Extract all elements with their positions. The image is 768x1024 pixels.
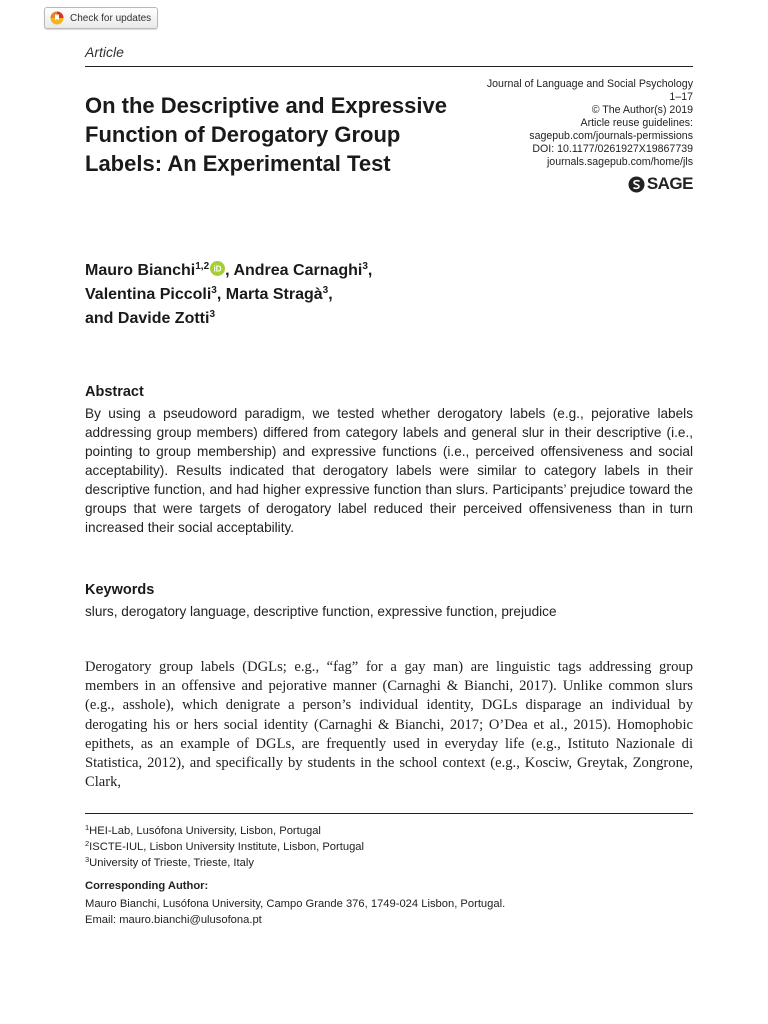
journal-home-link[interactable]: journals.sagepub.com/home/jls (546, 156, 693, 168)
reuse-guidelines-label: Article reuse guidelines: (580, 117, 693, 129)
author-affiliation-marker: 1,2 (195, 261, 210, 272)
doi-link[interactable]: DOI: 10.1177/0261927X19867739 (532, 143, 693, 155)
author-name: and Davide Zotti (85, 310, 210, 327)
corresponding-email[interactable]: Email: mauro.bianchi@ulusofona.pt (85, 914, 262, 926)
author-name: Mauro Bianchi (85, 262, 196, 279)
abstract-text: By using a pseudoword paradigm, we tested whether derogatory labels (e.g., pejorative labels addressing group members) differed from category labels and general slur in their descriptive (i.e., pointing to group membership) and expressive functions (i.e., perceived offensiveness and social acceptability). Results indicated that derogatory labels were similar to category labels in their descriptive function, and had higher expressive function than slurs. Participants’ prejudice toward the groups that were targets of derogatory label reduced their perceived offensiveness than in turn increased their social acceptability. (85, 406, 693, 535)
author-list (85, 259, 585, 331)
abstract-heading: Abstract (85, 384, 144, 400)
orcid-label: iD (213, 264, 222, 274)
check-for-updates-label: Check for updates (70, 12, 152, 24)
keywords-text: slurs, derogatory language, descriptive function, expressive function, prejudice (85, 604, 557, 619)
check-for-updates-button[interactable] (44, 7, 158, 29)
affiliation-marker: 3 (85, 855, 90, 864)
author-separator: , (225, 262, 234, 279)
affiliation-marker: 2 (85, 839, 90, 848)
article-type-label: Article (85, 44, 124, 60)
affiliation-marker: 1 (85, 823, 90, 832)
affiliation-item (85, 855, 364, 871)
journal-info (413, 78, 693, 169)
keywords-heading: Keywords (85, 582, 155, 598)
check-for-updates-icon (50, 11, 64, 25)
affiliation-item (85, 839, 364, 855)
author-name: Marta Stragà (225, 286, 323, 303)
corresponding-address: Mauro Bianchi, Lusófona University, Campo Grande 376, 1749-024 Lisbon, Portugal. (85, 898, 506, 910)
author-separator: , (367, 262, 373, 279)
author-separator: , (216, 286, 226, 303)
author-affiliation-marker: 3 (362, 261, 368, 272)
copyright: © The Author(s) 2019 (591, 104, 693, 116)
body-paragraph: Derogatory group labels (DGLs; e.g., “fag” for a gay man) are linguistic tags addressing group members in an offensive and pejorative manner (Carnaghi & Bianchi, 2017). Unlike common slurs (e.g., asshole), which denigrate a person’s individual identity, DGLs disparage an individual by derogating his or hers social identity (Carnaghi & Bianchi, 2017; O’Dea et al., 2015). Homophobic epithets, as an example of DGLs, are frequently used in everyday life (e.g., Istituto Nazionale di Statistica, 2012), and specifically by students in the school context (e.g., Kosciw, Greytak, Zongrone, Clark, (85, 659, 693, 791)
affiliation-text: HEI-Lab, Lusófona University, Lisbon, Portugal (89, 825, 321, 837)
publisher-name: SAGE (646, 174, 693, 193)
affiliation-list (85, 823, 364, 871)
journal-name: Journal of Language and Social Psychology (486, 78, 693, 90)
affiliation-text: ISCTE-IUL, Lisbon University Institute, Lisbon, Portugal (89, 841, 365, 853)
permissions-link[interactable]: sagepub.com/journals-permissions (529, 130, 693, 142)
corresponding-author-heading: Corresponding Author: (85, 880, 209, 892)
orcid-icon[interactable] (210, 260, 225, 275)
publisher-logo (628, 174, 693, 194)
header-divider (85, 66, 693, 67)
footnote-divider (85, 813, 693, 814)
sage-logo-icon (628, 176, 645, 193)
author-name: Andrea Carnaghi (233, 262, 363, 279)
affiliation-item (85, 823, 364, 839)
paper-title: On the Descriptive and Expressive Function of Derogatory Group Labels: An Experimental Test (85, 93, 447, 176)
author-separator: , (328, 286, 333, 303)
author-affiliation-marker: 3 (322, 285, 329, 296)
author-name: Valentina Piccoli (85, 286, 212, 303)
corresponding-author-details (85, 896, 505, 928)
page-range: 1–17 (669, 91, 693, 103)
author-affiliation-marker: 3 (211, 285, 217, 296)
author-affiliation-marker: 3 (209, 309, 216, 320)
affiliation-text: University of Trieste, Trieste, Italy (89, 857, 254, 869)
